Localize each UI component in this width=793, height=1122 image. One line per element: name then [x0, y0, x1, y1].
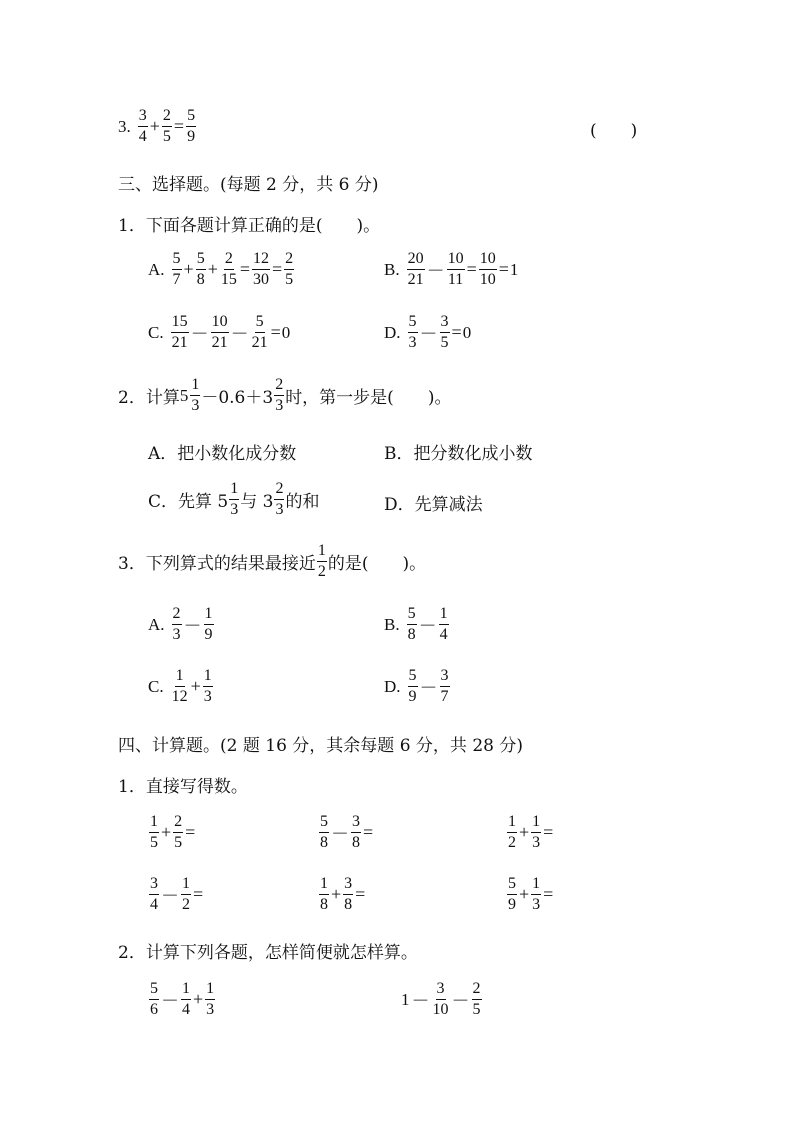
denominator: 12: [171, 688, 188, 705]
denominator: 3: [532, 834, 541, 851]
denominator: 2: [508, 834, 516, 851]
operator: =: [355, 884, 366, 904]
denominator: 11: [447, 271, 464, 288]
operator: －: [451, 990, 470, 1011]
operator: +: [519, 884, 530, 904]
denominator: 3: [275, 501, 284, 518]
denominator: 5: [150, 834, 158, 851]
numerator: 2: [274, 481, 284, 500]
fraction: [274, 377, 284, 414]
denominator: 9: [187, 128, 196, 145]
fraction: [186, 108, 196, 145]
operator: =: [498, 259, 509, 279]
fraction: [274, 481, 284, 518]
numerator: 5: [196, 251, 206, 270]
denominator: 15: [220, 271, 237, 288]
fraction: [149, 876, 159, 913]
numerator: 1: [229, 481, 239, 500]
text: 的和: [285, 492, 320, 512]
denominator: 3: [172, 626, 181, 643]
fraction: [439, 606, 449, 643]
operator: =: [543, 884, 554, 904]
fraction: [447, 251, 465, 288]
denominator: 21: [171, 334, 188, 351]
numerator: 10: [447, 251, 465, 270]
numerator: 3: [440, 314, 450, 333]
fraction: [440, 668, 450, 705]
denominator: 10: [432, 1001, 449, 1018]
numerator: 5: [408, 314, 418, 333]
denominator: 8: [196, 271, 205, 288]
denominator: 8: [320, 896, 328, 913]
calc-item-2[interactable]: [318, 814, 374, 851]
fraction: [138, 108, 148, 145]
calc-item-5[interactable]: [318, 876, 366, 913]
operator: －: [161, 885, 179, 906]
fraction: [407, 251, 425, 288]
numerator: 1: [181, 876, 191, 895]
fraction: [472, 981, 482, 1018]
denominator: 4: [182, 1001, 190, 1018]
numerator: 20: [407, 251, 425, 270]
fraction: [319, 876, 329, 913]
denominator: 3: [408, 334, 417, 351]
fraction: [172, 251, 182, 288]
numerator: 5: [507, 876, 517, 895]
numerator: 1: [531, 876, 541, 895]
operator: －: [190, 323, 209, 344]
numerator: 15: [171, 314, 189, 333]
numerator: 3: [149, 876, 159, 895]
operator: －: [419, 323, 438, 344]
numerator: 1: [531, 814, 541, 833]
fraction: [171, 314, 189, 351]
fraction: [408, 668, 418, 705]
fraction: [251, 314, 269, 351]
operator: +: [331, 884, 342, 904]
question-number: 3.: [118, 116, 131, 136]
text: 1: [509, 259, 519, 279]
fraction: [196, 251, 206, 288]
choice-option-B[interactable]: [384, 606, 450, 643]
operator: －: [411, 990, 430, 1011]
fraction: [531, 876, 541, 913]
fraction: [408, 314, 418, 351]
numerator: 2: [472, 981, 482, 1000]
text: A.: [148, 614, 165, 634]
numerator: 1: [439, 606, 449, 625]
numerator: 5: [149, 981, 159, 1000]
choice-option-A[interactable]: A．把小数化成分数: [148, 444, 297, 464]
fraction: [211, 314, 229, 351]
choice-option-C[interactable]: [148, 481, 319, 518]
fraction: [220, 251, 238, 288]
fraction: [149, 981, 159, 1018]
plus-sign: +: [149, 116, 160, 136]
text: 与 3: [240, 492, 274, 512]
choice-option-B[interactable]: B．把分数化成小数: [384, 444, 533, 464]
numerator: 2: [284, 251, 294, 270]
fraction: [319, 814, 329, 851]
numerator: 2: [173, 814, 183, 833]
operator: +: [190, 676, 201, 696]
operator: =: [466, 259, 477, 279]
text: 2．计算: [118, 388, 180, 408]
denominator: 5: [472, 1001, 481, 1018]
numerator: 3: [343, 876, 353, 895]
operator: －: [183, 615, 202, 636]
operator: =: [185, 822, 196, 842]
fraction: [507, 814, 517, 851]
choice-option-B[interactable]: [384, 251, 519, 288]
numerator: 3: [436, 981, 446, 1000]
text: 1: [401, 989, 410, 1009]
fraction: [172, 606, 182, 643]
text: B.: [384, 259, 400, 279]
operator: +: [183, 259, 194, 279]
denominator: 8: [320, 834, 328, 851]
text: 0: [281, 322, 291, 342]
operator: －: [418, 615, 437, 636]
choice-option-D[interactable]: [384, 668, 451, 705]
calc-item-6[interactable]: [506, 876, 554, 913]
text: D.: [384, 322, 401, 342]
text: C.: [148, 676, 164, 696]
text: C.: [148, 322, 164, 342]
text: 0: [462, 322, 472, 342]
denominator: 21: [407, 271, 424, 288]
choice-option-D[interactable]: [384, 314, 472, 351]
operator: －: [419, 677, 438, 698]
calc-expression-1[interactable]: [148, 981, 216, 1018]
numerator: 2: [172, 606, 182, 625]
denominator: 9: [204, 626, 213, 643]
denominator: 5: [285, 271, 294, 288]
section-title-calculation: 四、计算题。(2 题 16 分，其余每题 6 分，共 28 分): [118, 736, 523, 756]
denominator: 9: [408, 688, 417, 705]
denominator: 3: [191, 397, 200, 414]
fraction: [162, 108, 172, 145]
numerator: 10: [479, 251, 497, 270]
fraction: [432, 981, 450, 1018]
equals-sign: =: [173, 116, 185, 136]
operator: =: [270, 322, 281, 342]
fraction: [407, 606, 417, 643]
numerator: 5: [319, 814, 329, 833]
fraction: [284, 251, 294, 288]
numerator: 3: [138, 108, 148, 127]
denominator: 3: [206, 1001, 215, 1018]
fraction: [181, 876, 191, 913]
numerator: 3: [351, 814, 361, 833]
text: B.: [384, 614, 400, 634]
text: 3．下列算式的结果最接近: [118, 554, 316, 574]
denominator: 4: [150, 896, 158, 913]
numerator: 5: [172, 251, 182, 270]
choice-question-3-stem: [118, 543, 426, 580]
fraction: [507, 876, 517, 913]
calc-item-4[interactable]: [148, 876, 204, 913]
numerator: 5: [186, 108, 196, 127]
operator: －: [426, 260, 445, 281]
operator: +: [193, 989, 204, 1009]
fraction: [531, 814, 541, 851]
operator: －: [230, 323, 249, 344]
operator: =: [193, 884, 204, 904]
operator: =: [239, 259, 250, 279]
choice-option-A[interactable]: [148, 251, 295, 288]
denominator: 5: [162, 128, 171, 145]
numerator: 1: [203, 668, 213, 687]
numerator: 5: [407, 606, 417, 625]
operator: =: [272, 259, 283, 279]
calc-expression-2[interactable]: [401, 981, 483, 1018]
text: A.: [148, 259, 165, 279]
choice-option-C[interactable]: [148, 668, 214, 705]
fraction: [205, 981, 215, 1018]
section-title-choice: 三、选择题。(每题 2 分，共 6 分): [118, 175, 379, 195]
text: －0.6＋3: [201, 388, 274, 408]
calc-question-2-stem: 2．计算下列各题，怎样简便就怎样算。: [118, 943, 418, 963]
numerator: 2: [274, 377, 284, 396]
numerator: 2: [224, 251, 234, 270]
numerator: 1: [319, 876, 329, 895]
fraction: [252, 251, 270, 288]
denominator: 7: [172, 271, 181, 288]
operator: =: [363, 822, 374, 842]
fraction: [181, 981, 191, 1018]
numerator: 10: [211, 314, 229, 333]
fraction: [317, 543, 327, 580]
choice-option-D[interactable]: D．先算减法: [384, 495, 483, 515]
text: C．先算 5: [148, 492, 229, 512]
operator: =: [543, 822, 554, 842]
numerator: 1: [175, 668, 185, 687]
fraction: [229, 481, 239, 518]
fraction: [173, 814, 183, 851]
denominator: 8: [344, 896, 353, 913]
fraction: [149, 814, 159, 851]
text: 时，第一步是( )。: [285, 388, 452, 408]
text: D.: [384, 676, 401, 696]
operator: －: [161, 990, 179, 1011]
denominator: 5: [174, 834, 183, 851]
fraction: [351, 814, 361, 851]
choice-question-2-stem: [118, 377, 451, 414]
text: 5: [179, 385, 189, 405]
choice-option-C[interactable]: [148, 314, 291, 351]
fraction: [190, 377, 200, 414]
denominator: 5: [440, 334, 449, 351]
numerator: 1: [149, 814, 159, 833]
numerator: 2: [162, 108, 172, 127]
denominator: 21: [211, 334, 228, 351]
denominator: 3: [203, 688, 212, 705]
calc-question-1-stem: 1．直接写得数。: [118, 777, 248, 797]
denominator: 30: [253, 271, 269, 288]
numerator: 5: [255, 314, 265, 333]
numerator: 1: [190, 377, 200, 396]
answer-blank[interactable]: ( ): [590, 121, 638, 141]
denominator: 3: [275, 397, 284, 414]
operator: +: [161, 822, 172, 842]
fraction: [203, 668, 213, 705]
denominator: 3: [532, 896, 541, 913]
numerator: 1: [204, 606, 214, 625]
denominator: 2: [317, 563, 326, 580]
fraction: [440, 314, 450, 351]
numerator: 1: [317, 543, 327, 562]
numerator: 1: [181, 981, 191, 1000]
operator: +: [207, 259, 218, 279]
denominator: 4: [138, 128, 147, 145]
denominator: 2: [182, 896, 190, 913]
numerator: 1: [205, 981, 215, 1000]
denominator: 10: [479, 271, 496, 288]
judge-question-3: [118, 108, 197, 145]
operator: －: [331, 823, 349, 844]
fraction: [479, 251, 497, 288]
numerator: 1: [507, 814, 517, 833]
calc-item-3[interactable]: [506, 814, 554, 851]
denominator: 3: [230, 501, 239, 518]
operator: +: [519, 822, 530, 842]
denominator: 7: [440, 688, 449, 705]
operator: =: [451, 322, 462, 342]
numerator: 3: [440, 668, 450, 687]
fraction: [343, 876, 353, 913]
choice-question-1-stem: 1．下面各题计算正确的是( )。: [118, 216, 381, 236]
denominator: 8: [407, 626, 416, 643]
denominator: 4: [439, 626, 448, 643]
denominator: 6: [150, 1001, 158, 1018]
text: 的是( )。: [327, 554, 427, 574]
fraction: [171, 668, 189, 705]
numerator: 12: [252, 251, 270, 270]
denominator: 21: [251, 334, 268, 351]
choice-option-A[interactable]: [148, 606, 215, 643]
calc-item-1[interactable]: [148, 814, 196, 851]
denominator: 9: [508, 896, 516, 913]
fraction: [204, 606, 214, 643]
numerator: 5: [408, 668, 418, 687]
denominator: 8: [352, 834, 360, 851]
